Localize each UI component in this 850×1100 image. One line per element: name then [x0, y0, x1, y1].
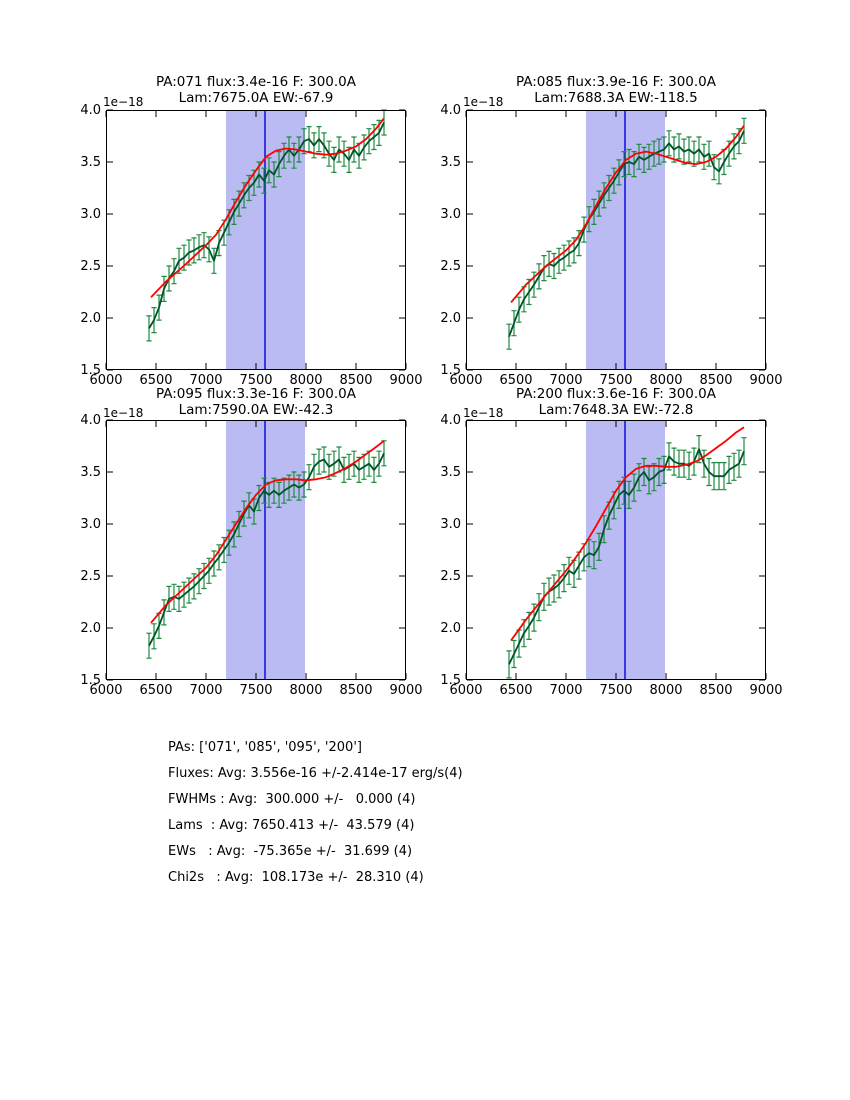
x-tick-label: 9000: [749, 683, 783, 698]
subplot-3-title-line1: PA:095 flux:3.3e-16 F: 300.0A: [155, 386, 357, 402]
y-tick-label: 2.5: [440, 259, 461, 274]
subplot-1-offset-label: 1e−18: [103, 95, 144, 109]
x-tick-label: 8500: [699, 373, 733, 388]
x-tick-label: 8000: [649, 683, 683, 698]
subplot-3-offset-label: 1e−18: [103, 406, 144, 420]
y-tick-label: 4.0: [440, 103, 461, 118]
x-tick-label: 6500: [139, 683, 173, 698]
x-tick-label: 7500: [599, 683, 633, 698]
subplot-1-title-line1: PA:071 flux:3.4e-16 F: 300.0A: [155, 74, 357, 90]
y-tick-label: 3.5: [440, 155, 461, 170]
x-tick-label: 7000: [189, 683, 223, 698]
x-tick-label: 7000: [549, 683, 583, 698]
y-tick-label: 4.0: [80, 413, 101, 428]
x-tick-label: 8000: [289, 683, 323, 698]
summary-fwhms-line: FWHMs : Avg: 300.000 +/- 0.000 (4): [168, 792, 416, 807]
subplot-4-title-line2: Lam:7648.3A EW:-72.8: [538, 402, 694, 418]
y-tick-label: 2.0: [80, 311, 101, 326]
y-tick-label: 4.0: [440, 413, 461, 428]
x-tick-label: 9000: [749, 373, 783, 388]
subplot-4-title-line1: PA:200 flux:3.6e-16 F: 300.0A: [515, 386, 717, 402]
y-tick-label: 3.0: [80, 207, 101, 222]
x-tick-label: 8000: [289, 373, 323, 388]
x-tick-label: 6500: [499, 373, 533, 388]
x-tick-label: 8500: [699, 683, 733, 698]
x-tick-label: 6500: [499, 683, 533, 698]
y-tick-label: 3.0: [440, 207, 461, 222]
x-tick-label: 9000: [389, 683, 423, 698]
subplot-4-canvas: [466, 420, 766, 680]
y-tick-label: 3.0: [440, 517, 461, 532]
x-tick-label: 9000: [389, 373, 423, 388]
y-tick-label: 2.0: [80, 621, 101, 636]
x-tick-label: 6500: [139, 373, 173, 388]
summary-ews-line: EWs : Avg: -75.365e +/- 31.699 (4): [168, 844, 413, 859]
y-tick-label: 3.0: [80, 517, 101, 532]
x-tick-label: 8500: [339, 373, 373, 388]
x-tick-label: 7000: [189, 373, 223, 388]
x-tick-label: 6000: [449, 683, 483, 698]
y-tick-label: 3.5: [80, 155, 101, 170]
x-tick-label: 6000: [89, 683, 123, 698]
y-tick-label: 4.0: [80, 103, 101, 118]
y-tick-label: 1.5: [440, 363, 461, 378]
summary-chi2s-line: Chi2s : Avg: 108.173e +/- 28.310 (4): [168, 870, 424, 885]
subplot-1-canvas: [106, 110, 406, 370]
y-tick-label: 1.5: [80, 363, 101, 378]
y-tick-label: 2.0: [440, 621, 461, 636]
subplot-1-title-line2: Lam:7675.0A EW:-67.9: [178, 90, 334, 106]
y-tick-label: 3.5: [80, 465, 101, 480]
y-tick-label: 1.5: [80, 673, 101, 688]
y-tick-label: 2.5: [80, 569, 101, 584]
subplot-3-canvas: [106, 420, 406, 680]
x-tick-label: 8500: [339, 683, 373, 698]
y-tick-label: 1.5: [440, 673, 461, 688]
x-tick-label: 7500: [239, 373, 273, 388]
y-tick-label: 2.0: [440, 311, 461, 326]
subplot-3-title-line2: Lam:7590.0A EW:-42.3: [178, 402, 334, 418]
x-tick-label: 7500: [599, 373, 633, 388]
summary-lams-line: Lams : Avg: 7650.413 +/- 43.579 (4): [168, 818, 415, 833]
x-tick-label: 8000: [649, 373, 683, 388]
x-tick-label: 6000: [449, 373, 483, 388]
y-tick-label: 2.5: [440, 569, 461, 584]
subplot-4-offset-label: 1e−18: [463, 406, 504, 420]
subplot-2-title-line1: PA:085 flux:3.9e-16 F: 300.0A: [515, 74, 717, 90]
summary-fluxes-line: Fluxes: Avg: 3.556e-16 +/-2.414e-17 erg/s(4): [168, 766, 463, 781]
y-tick-label: 3.5: [440, 465, 461, 480]
x-tick-label: 7000: [549, 373, 583, 388]
x-tick-label: 6000: [89, 373, 123, 388]
subplot-2-offset-label: 1e−18: [463, 95, 504, 109]
y-tick-label: 2.5: [80, 259, 101, 274]
subplot-2-title-line2: Lam:7688.3A EW:-118.5: [534, 90, 698, 106]
x-tick-label: 7500: [239, 683, 273, 698]
subplot-2-canvas: [466, 110, 766, 370]
summary-pas-line: PAs: ['071', '085', '095', '200']: [168, 740, 362, 755]
